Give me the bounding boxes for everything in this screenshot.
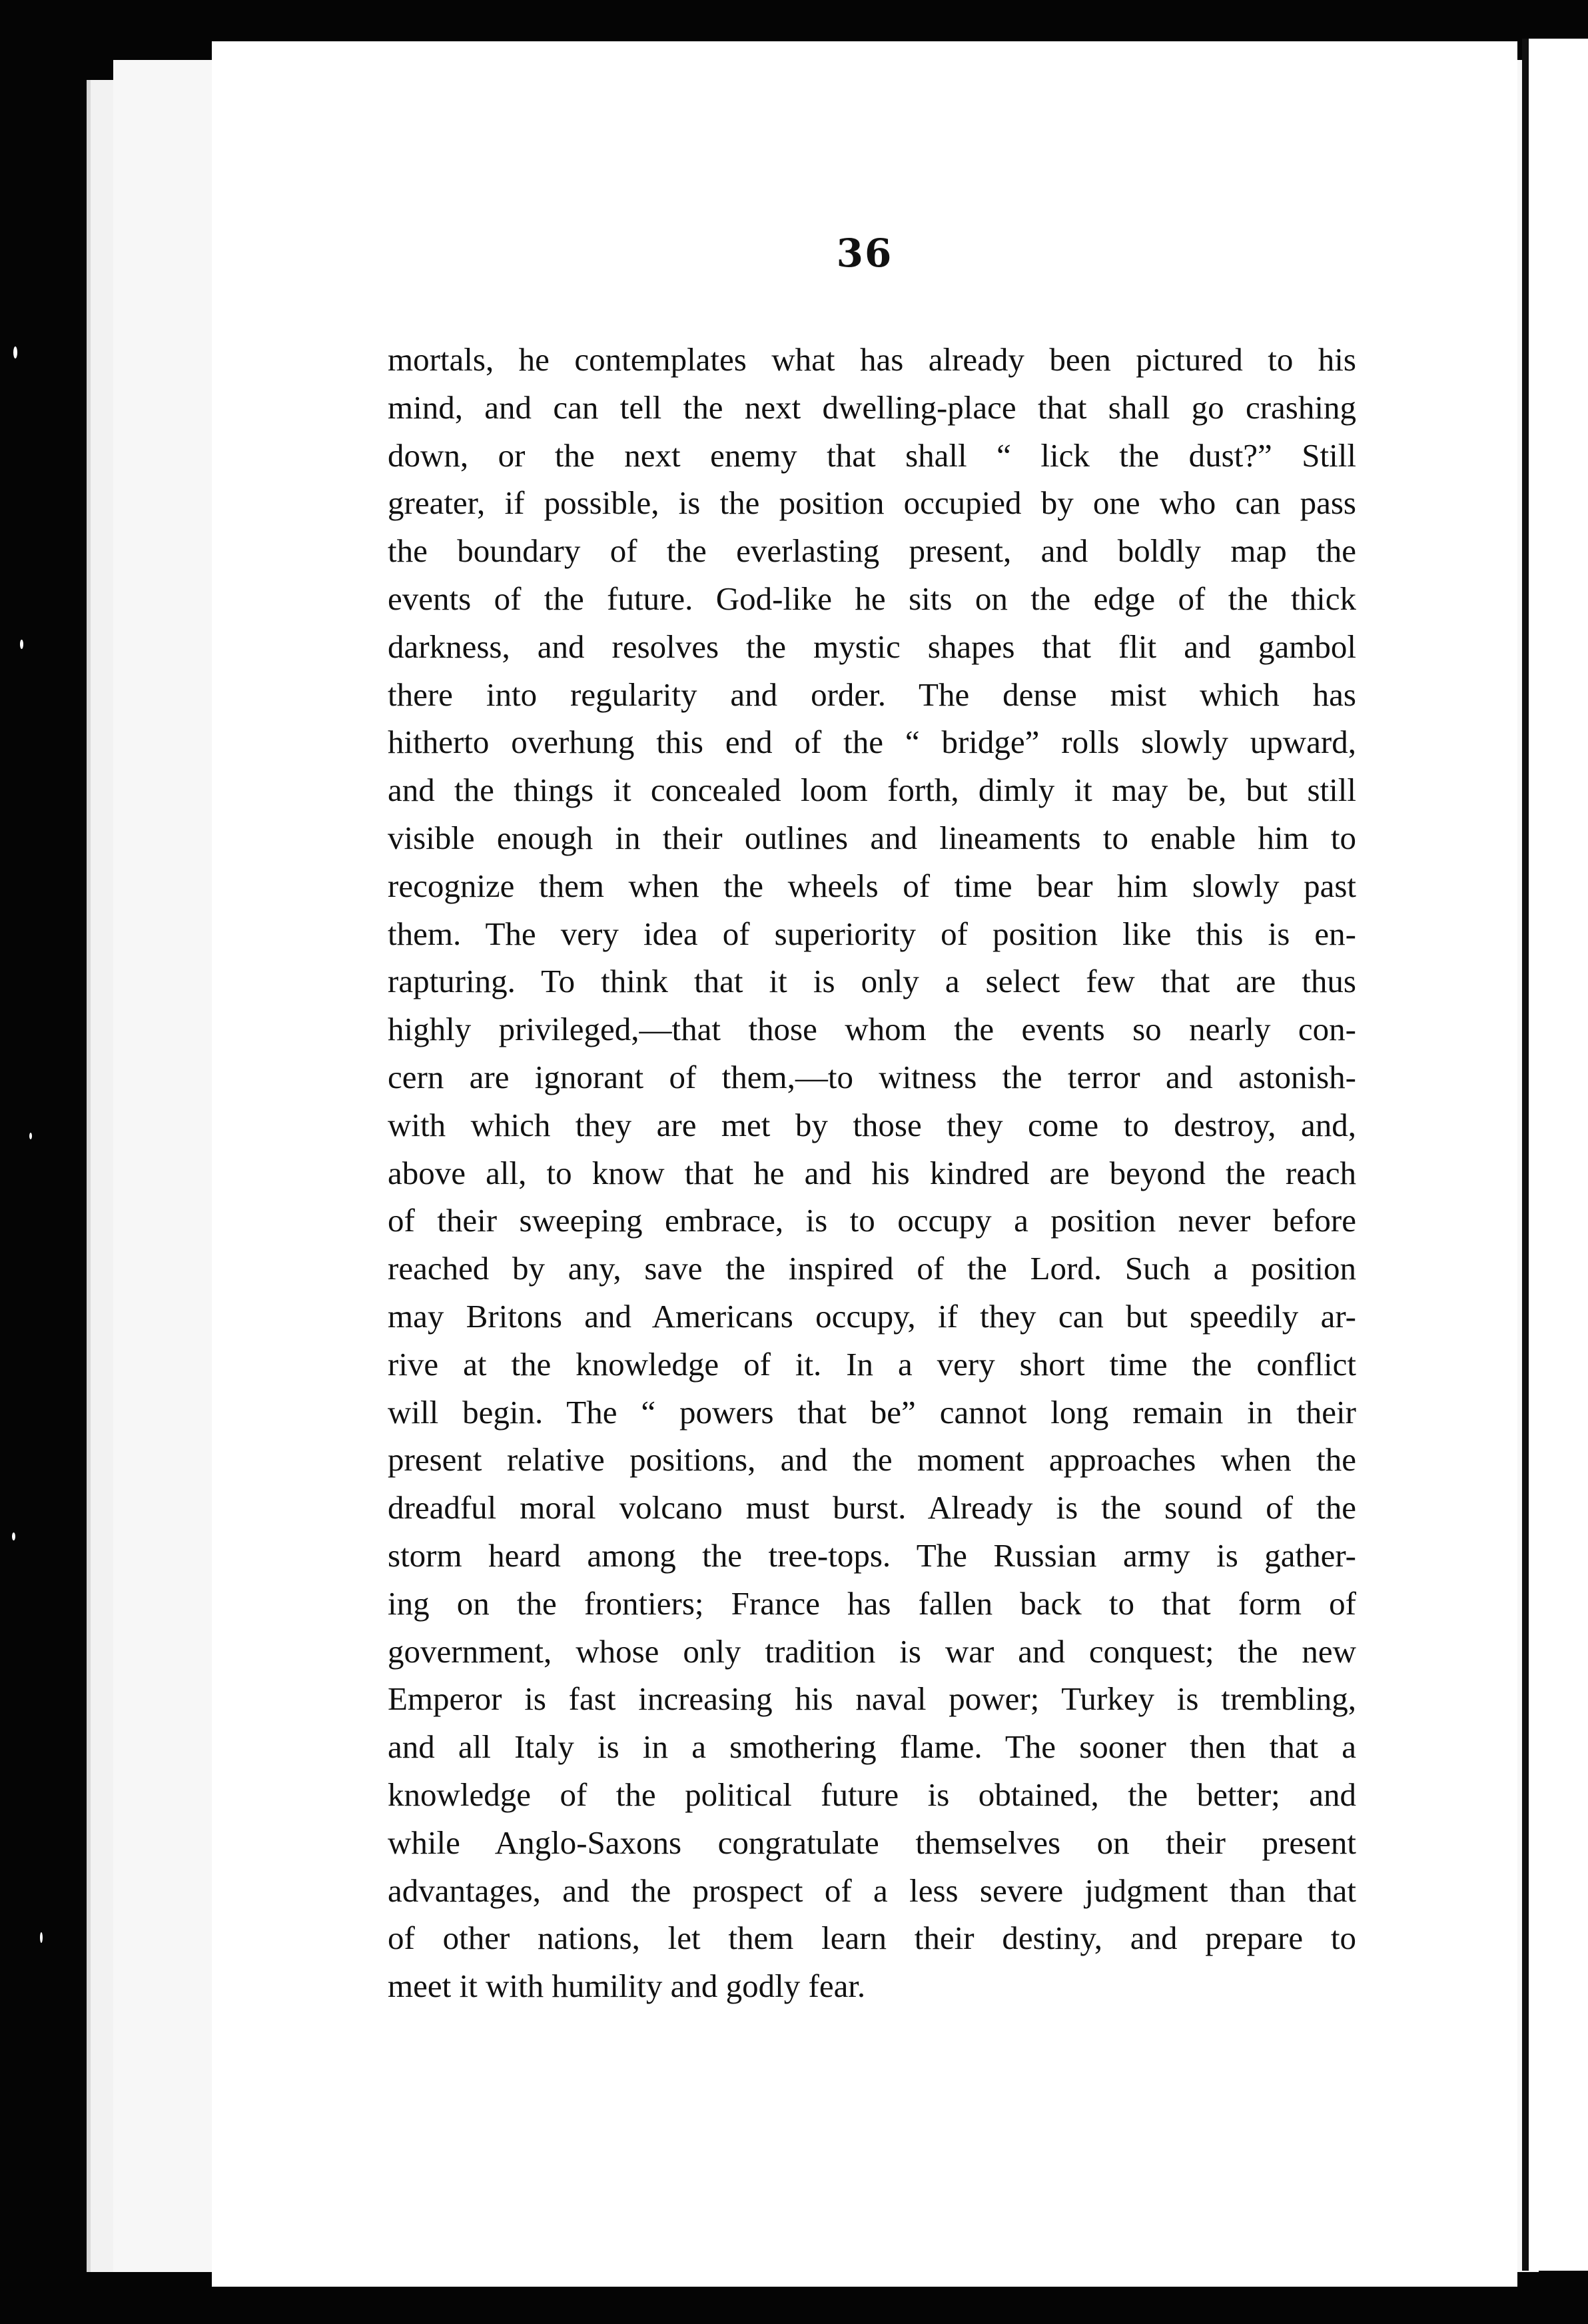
text-line: present relative positions, and the moment approaches when the: [388, 1441, 1356, 1478]
text-line: ing on the frontiers; France has fallen back to that form of: [388, 1584, 1356, 1622]
text-line: rapturing. To think that it is only a select few that are thus: [388, 963, 1356, 1000]
scan-speck: [20, 640, 23, 649]
text-line: with which they are met by those they come to destroy, and,: [388, 1106, 1356, 1143]
text-line: them. The very idea of superiority of position like this is en-: [388, 915, 1356, 952]
text-line: rive at the knowledge of it. In a very short time the conflict: [388, 1345, 1356, 1383]
facing-page-edge: [1522, 39, 1588, 2271]
text-line: knowledge of the political future is obtained, the better; and: [388, 1776, 1356, 1813]
scan-speck: [29, 1133, 32, 1139]
text-line: cern are ignorant of them,—to witness the terror and astonish-: [388, 1058, 1356, 1095]
text-line: highly privileged,—that those whom the events so nearly con-: [388, 1011, 1356, 1048]
text-line: there into regularity and order. The dense mist which has: [388, 676, 1356, 713]
text-line: of other nations, let them learn their destiny, and prepare to: [388, 1920, 1356, 1957]
text-line: may Britons and Americans occupy, if they can but speedily ar-: [388, 1297, 1356, 1335]
text-line: above all, to know that he and his kindred are beyond the reach: [388, 1154, 1356, 1191]
text-line: visible enough in their outlines and lineaments to enable him to: [388, 819, 1356, 856]
text-line: the boundary of the everlasting present, and boldly map the: [388, 532, 1356, 570]
text-line: will begin. The “ powers that be” cannot long remain in their: [388, 1393, 1356, 1431]
text-line: recognize them when the wheels of time bear him slowly past: [388, 867, 1356, 904]
text-line: greater, if possible, is the position occupied by one who can pass: [388, 484, 1356, 522]
text-line: mind, and can tell the next dwelling-place that shall go crashing: [388, 388, 1356, 426]
text-line: and all Italy is in a smothering flame. The sooner then that a: [388, 1728, 1356, 1766]
text-line: reached by any, save the inspired of the Lord. Such a position: [388, 1250, 1356, 1287]
scan-speck: [12, 1532, 15, 1540]
text-line: down, or the next enemy that shall “ lick the dust?” Still: [388, 436, 1356, 474]
scan-speck: [13, 346, 17, 358]
text-line: storm heard among the tree-tops. The Russian army is gather-: [388, 1536, 1356, 1574]
book-page: [212, 41, 1517, 2287]
body-text: [388, 336, 1356, 2010]
text-line: meet it with humility and godly fear.: [388, 1968, 866, 2005]
text-line: while Anglo-Saxons congratulate themselves on their present: [388, 1824, 1356, 1861]
text-line: darkness, and resolves the mystic shapes that flit and gambol: [388, 628, 1356, 665]
text-line: advantages, and the prospect of a less severe judgment than that: [388, 1872, 1356, 1909]
text-line: and the things it concealed loom forth, dimly it may be, but still: [388, 772, 1356, 809]
scan-speck: [40, 1932, 43, 1943]
text-line: events of the future. God-like he sits on the edge of the thick: [388, 580, 1356, 617]
text-line: mortals, he contemplates what has already been pictured to his: [388, 341, 1356, 378]
text-line: government, whose only tradition is war and conquest; the new: [388, 1632, 1356, 1670]
text-line: dreadful moral volcano must burst. Already is the sound of the: [388, 1489, 1356, 1526]
page-number: 36: [836, 231, 893, 276]
text-line: of their sweeping embrace, is to occupy a position never before: [388, 1202, 1356, 1239]
text-line: hitherto overhung this end of the “ bridge” rolls slowly upward,: [388, 724, 1356, 761]
text-line: Emperor is fast increasing his naval power; Turkey is trembling,: [388, 1680, 1356, 1718]
